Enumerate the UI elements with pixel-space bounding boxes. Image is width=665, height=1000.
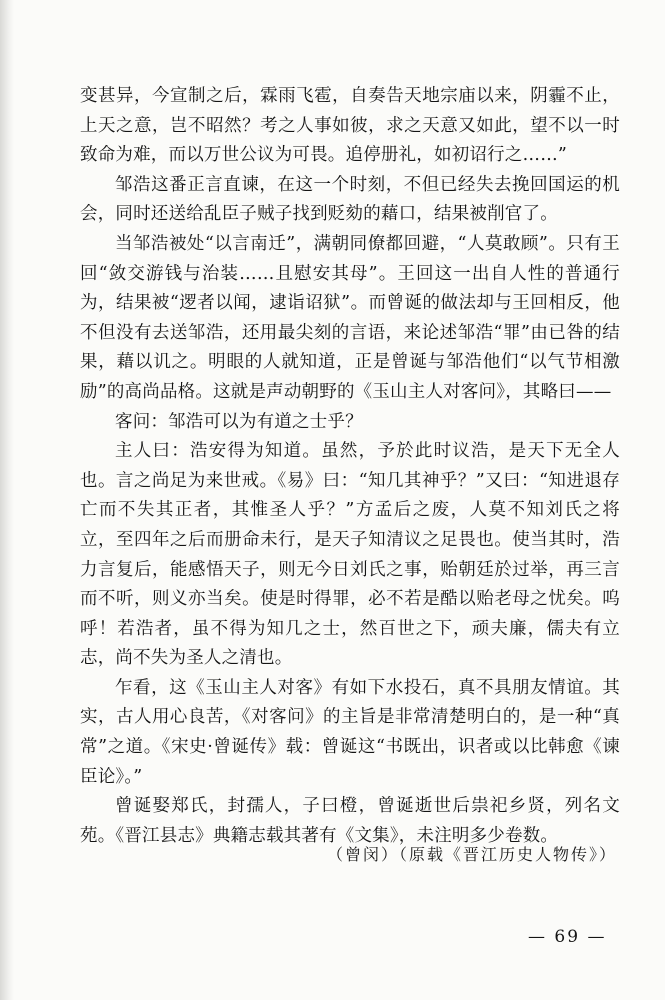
- paragraph-1: 变甚异，今宣制之后，霖雨飞雹，自奏告天地宗庙以来，阴霾不止，上天之意，岂不昭然？考之人事如彼，求之天意又如此，望不以一时致命为难，而以万世公议为可畏。追停册礼，如初诏行之……”: [80, 86, 620, 166]
- paragraph-7: 曾诞娶郑氏，封孺人，子曰橙，曾诞逝世后祟祀乡贤，列名文苑。《晋江县志》典籍志载其著有《文集》，未注明多少卷数。: [80, 796, 620, 846]
- body-text: [80, 82, 620, 851]
- paragraph-6: 乍看，这《玉山主人对客》有如下水投石，真不具朋友情谊。其实，古人用心良苦，《对客问》的主旨是非常清楚明白的，是一种“真常”之道。《宋史·曾诞传》载：曾诞这“书既出，识者或以比韩愈《谏臣论》。”: [80, 677, 620, 787]
- paragraph-4: 客问：邹浩可以为有道之士乎？: [115, 411, 363, 432]
- binding-shadow: [0, 0, 14, 1000]
- paragraph-3: 当邹浩被处“以言南迁”，满朝同僚都回避，“人莫敢顾”。只有王回“敛交游钱与治装……且慰安其母”。王回这一出自人性的普通行为，结果被“逻者以闻，逮诣诏狱”。而曾诞的做法却与王回相反，他不但没有去送邹浩，还用最尖刻的言语，来论述邹浩“罪”由已咎的结果，藉以讥之。明眼的人就知道，正是曾诞与邹浩他们“以气节相激励”的高尚品格。这就是声动朝野的《玉山主人对客问》，其略曰——: [80, 233, 620, 402]
- page-number: — 69 —: [528, 927, 607, 947]
- source-note: （曾闵）（原载《晋江历史人物传》）: [326, 845, 617, 864]
- paragraph-5: 主人曰：浩安得为知道。虽然，予於此时议浩，是天下无全人也。言之尚足为来世戒。《易》曰：“知几其神乎？”又曰：“知进退存亡而不失其正者，其惟圣人乎？”方孟后之废，人莫不知刘氏之将立，至四年之后而册命未行，是天子知清议之足畏也。使当其时，浩力言复后，能感悟天子，则无今日刘氏之事，贻朝廷於过举，再三言而不听，则义亦当矣。使是时得罪，必不若是酷以贻老母之忧矣。呜呼！若浩者，虽不得为知几之士，然百世之下，顽夫廉，儒夫有立志，尚不失为圣人之清也。: [80, 441, 620, 669]
- paragraph-2: 邹浩这番正言直谏，在这一个时刻，不但已经失去挽回国运的机会，同时还送给乱臣子贼子找到贬劾的藉口，结果被削官了。: [80, 174, 620, 225]
